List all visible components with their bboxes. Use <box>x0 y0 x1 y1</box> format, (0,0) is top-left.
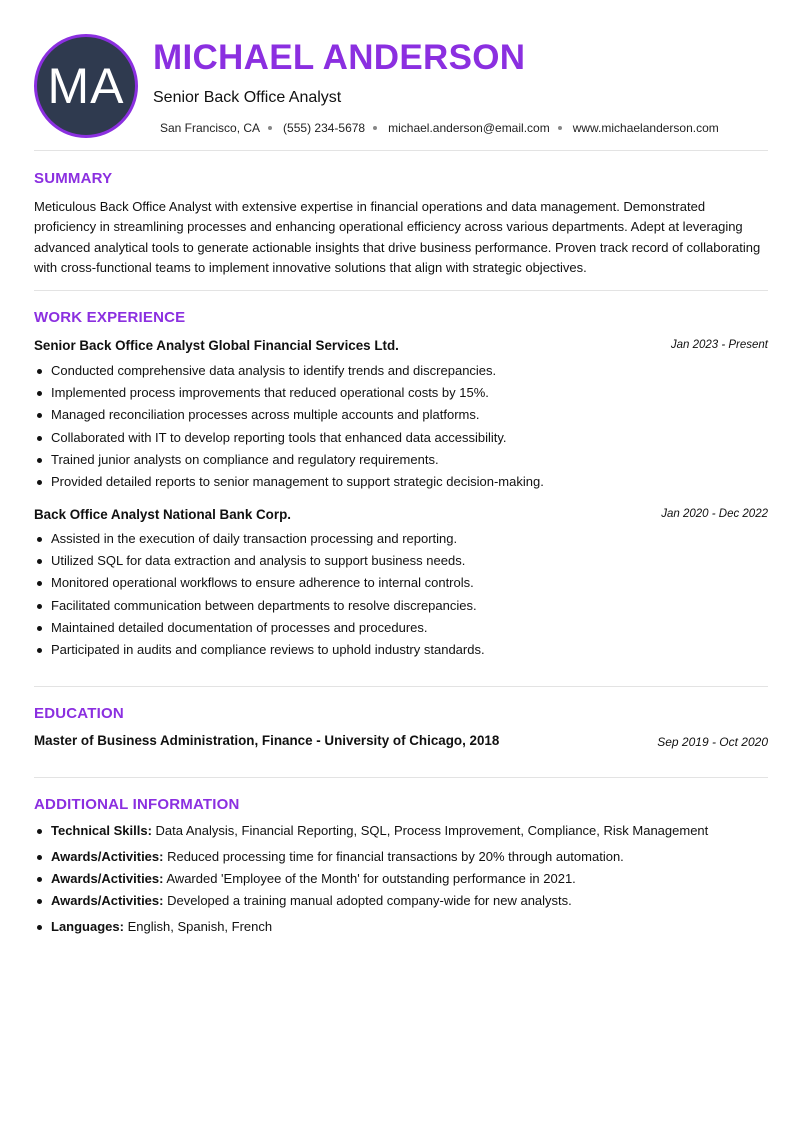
job-bullets <box>34 360 768 493</box>
bullet-separator-icon <box>268 126 272 130</box>
list-item: Trained junior analysts on compliance and regulatory requirements. <box>34 449 768 471</box>
item-text: Data Analysis, Financial Reporting, SQL, Process Improvement, Compliance, Risk Management <box>151 823 709 838</box>
additional-list <box>34 822 768 936</box>
item-text: Reduced processing time for financial transactions by 20% through automation. <box>163 849 624 864</box>
job-dates: Jan 2023 - Present <box>670 339 768 351</box>
education-degree: Master of Business Administration, Finance - University of Chicago, 2018 <box>34 733 500 748</box>
education-dates: Sep 2019 - Oct 2020 <box>657 735 768 749</box>
candidate-title: Senior Back Office Analyst <box>153 89 342 106</box>
summary-heading: SUMMARY <box>34 170 113 187</box>
experience-heading: WORK EXPERIENCE <box>34 309 186 326</box>
list-item <box>34 918 768 936</box>
list-item: Provided detailed reports to senior management to support strategic decision-making. <box>34 471 768 493</box>
list-item <box>34 892 768 910</box>
contact-line <box>160 121 719 135</box>
section-divider <box>34 686 768 687</box>
list-item: Monitored operational workflows to ensure adherence to internal controls. <box>34 572 768 594</box>
item-label: Technical Skills: <box>51 823 152 838</box>
bullet-separator-icon <box>373 126 377 130</box>
job-header <box>34 338 768 356</box>
item-text: Developed a training manual adopted company-wide for new analysts. <box>163 893 572 908</box>
job-dates: Jan 2020 - Dec 2022 <box>661 508 768 520</box>
list-item: Facilitated communication between departments to resolve discrepancies. <box>34 595 768 617</box>
item-label: Awards/Activities: <box>51 849 164 864</box>
job-title: Senior Back Office Analyst Global Financial Services Ltd. <box>34 338 399 353</box>
list-item: Managed reconciliation processes across multiple accounts and platforms. <box>34 404 768 426</box>
list-item: Implemented process improvements that reduced operational costs by 15%. <box>34 382 768 404</box>
list-item <box>34 870 768 888</box>
candidate-name: MICHAEL ANDERSON <box>153 38 526 77</box>
resume-header <box>34 34 768 138</box>
item-text: English, Spanish, French <box>123 919 273 934</box>
list-item: Participated in audits and compliance reviews to uphold industry standards. <box>34 639 768 661</box>
item-label: Languages: <box>51 919 124 934</box>
bullet-separator-icon <box>558 126 562 130</box>
job-bullets <box>34 528 768 661</box>
contact-email[interactable]: michael.anderson@email.com <box>388 121 550 135</box>
job-header <box>34 507 768 525</box>
avatar-initials: MA <box>47 58 125 114</box>
item-text: Awarded 'Employee of the Month' for outstanding performance in 2021. <box>163 871 576 886</box>
list-item <box>34 822 768 840</box>
contact-website[interactable]: www.michaelanderson.com <box>572 121 719 135</box>
avatar <box>34 34 138 138</box>
list-item: Utilized SQL for data extraction and analysis to support business needs. <box>34 550 768 572</box>
education-heading: EDUCATION <box>34 705 124 722</box>
contact-phone: (555) 234-5678 <box>283 121 366 135</box>
additional-heading: ADDITIONAL INFORMATION <box>34 796 240 813</box>
list-item: Collaborated with IT to develop reporting tools that enhanced data accessibility. <box>34 427 768 449</box>
item-label: Awards/Activities: <box>51 893 164 908</box>
section-divider <box>34 290 768 291</box>
item-label: Awards/Activities: <box>51 871 164 886</box>
section-divider <box>34 150 768 151</box>
list-item <box>34 848 768 866</box>
list-item: Conducted comprehensive data analysis to identify trends and discrepancies. <box>34 360 768 382</box>
contact-location: San Francisco, CA <box>160 121 261 135</box>
list-item: Maintained detailed documentation of processes and procedures. <box>34 617 768 639</box>
list-item: Assisted in the execution of daily transaction processing and reporting. <box>34 528 768 550</box>
job-title: Back Office Analyst National Bank Corp. <box>34 507 291 522</box>
section-divider <box>34 777 768 778</box>
summary-text: Meticulous Back Office Analyst with extensive expertise in financial operations and data management. Demonstrated proficiency in streamlining processes and enhancing operational efficiency across various departments. Adept at leveraging advanced analytical tools to generate actionable insights that drive business performance. Proven track record of collaborating with cross-functional teams to implement innovative solutions that align with strategic objectives. <box>34 199 761 275</box>
